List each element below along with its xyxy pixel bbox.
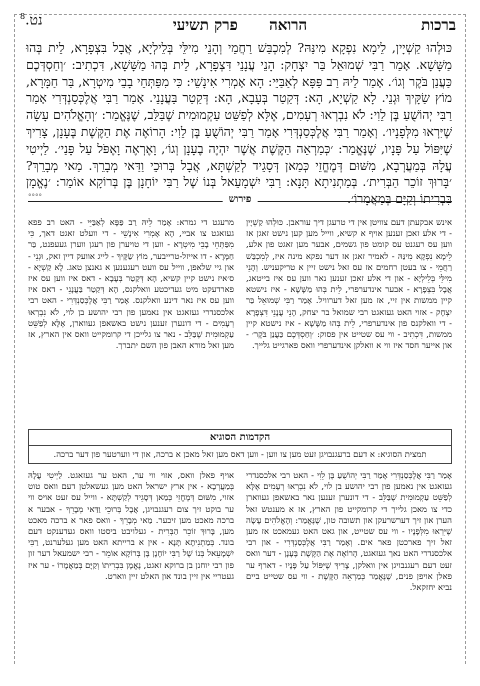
commentary-columns xyxy=(14,468,466,686)
pirush-column-left: מרעגט די גמרא: אָמַר לֵיהּ רַב פַּפָּא לְאַבַּיֵּי - האט רב פפא געזאגט צו אביי, הָא אָמְרִי אִינָשֵׁי - די וועלט זאגט דאך, כִּי מִפַּתְּחֵי בָבֵי מִיטְרָא - ווען די טויערן פון רעגן ווערן געעפנט, בַּר חַמָּרָא - דו אייזל-טרייבער, מוֹץ שַׂקָּיךְ - לייג אוועק דיין זאק, וּגְנֵי - און גיי שלאפן, ווייל עס וועט רעגענען א גאנצן טאג. לָא קַשְׁיָא - ס׳איז נישט קיין קשיא, הָא דְּקַטַר בְּעָבָא - דאס איז ווען עס איז פארדעקט מיט געדיכטע וואלקנס, הָא דְּקַטַר בַּעֲנָנֵי - דאס איז ווען עס איז נאר דינע וואלקנס. אָמַר רַבִּי אֲלֶכְּסַנְדְּרִי - האט רבי אלכסנדרי געזאגט אין נאמען פון רבי יהושע בן לוי, לֹא נִבְרְאוּ רְעָמִים - די דונערן זענען נישט באשאפן געווארן, אֶלָּא לְפַשֵּׁט עַקְמוּמִית שֶׁבַּלֵּב - נאר צו גלייכן די קרומקייט וואס אין הארץ, אז מען זאל מורא האבן פון השם יתברך. xyxy=(28,217,234,351)
gemara-text: כּוּלְהוּ קַשְׁיָין, לֵימָא נִפְקָא מִינַּהּ? לְמִכְבַּשׁ רַחֲמֵי וְהָנֵי מִילֵּי בְּלֵילְיָא, אֲבָל בִּצְפָרָא, לֵית בְּהוּ מַשָּׁשָׁא. אָמַר רַבִּי שְׁמוּאֵל בַּר יִצְחָק: הָנֵי עֲנָנֵי דִּצְפָרָא, לֵית בְּהוּ מַשָּׁשָׁא, דִּכְתִיב: ׳וְחַסְדְּכֶם כַּעֲנַן בֹּקֶר וְגוֹ׳. אָמַר לֵיהּ רַב פַּפָּא לְאַבַּיֵּי: הָא אָמְרִי אִינָשֵׁי: כִּי מִפַּתְּחֵי בָבֵי מִיטְרָא, בַּר חַמָּרָא, מוֹץ שַׂקָּיךְ וּגְנֵי. לָא קַשְׁיָא, הָא: דְּקַטַר בְּעָבָא, הָא: דְּקַטַר בַּעֲנָנֵי. אָמַר רַבִּי אֲלֶכְּסַנְדְּרִי אָמַר רַבִּי יְהוֹשֻׁעַ בֶּן לֵוִי: לֹא נִבְרְאוּ רְעָמִים, אֶלָּא לְפַשֵּׁט עַקְמוּמִית שֶׁבַּלֵּב, שֶׁנֶּאֱמַר: ׳וְהָאֱלֹהִים עָשָׂה שֶׁיִּרְאוּ מִלְּפָנָיו׳. וְאָמַר רַבִּי אֲלֶכְּסַנְדְּרִי אָמַר רַבִּי יְהוֹשֻׁעַ בֶּן לֵוִי: הָרוֹאֶה אֶת הַקֶּשֶׁת בֶּעָנָן, צָרִיךְ שֶׁיִּפּוֹל עַל פָּנָיו, שֶׁנֶּאֱמַר: ׳כְּמַרְאֵה הַקֶּשֶׁת אֲשֶׁר יִהְיֶה בֶעָנָן וְגוֹ׳, וָאֶרְאֶה וָאֶפֹּל עַל פָּנַי׳. לַיְיטִי עֲלָהּ בְּמַעֲרְבָא, מִשּׁוּם דְּמֶחֱזֵי כְּמַאן דְּסָגֵיד לְקַשְׁתָּא, אֲבָל בְּרוּכֵי וַדַּאי מְבָרֵךְ. מַאי מְבָרֵךְ? ׳בָּרוּךְ זוֹכֵר הַבְּרִית׳. בְּמַתְנִיתָא תָּנָא: רַבִּי יִשְׁמָעֵאל בְּנוֹ שֶׁל רַבִּי יוֹחָנָן בֶּן בְּרוֹקָא אוֹמֵר: ׳נֶאֱמָן בִּבְרִיתוֹ וְקַיָּם בְּמַאֲמָרוֹ׳. xyxy=(26,40,452,207)
commentary-column-right: אָמַר רַבִּי אֲלֶכְּסַנְדְּרִי אָמַר רַבִּי יְהוֹשֻׁעַ בֶּן לֵוִי - האט רבי אלכסנדרי געזאגט אין נאמען פון רבי יהושע בן לוי, לֹא נִבְרְאוּ רְעָמִים אֶלָּא לְפַשֵּׁט עַקְמוּמִית שֶׁבַּלֵּב - די דונערן זענען נאר באשאפן געווארן כדי צו מאכן גלייך די קרומקייט פון הארץ, אז א מענטש זאל הערן און זיך דערשרעקן און תשובה טון, שֶׁנֶּאֱמַר: וְהָאֱלֹהִים עָשָׂה שֶׁיִּרְאוּ מִלְּפָנָיו - ווי עס שטייט, און גאט האט געמאכט אז מען זאל זיך פארכטן פאר אים. וְאָמַר רַבִּי אֲלֶכְּסַנְדְּרִי - און רבי אלכסנדרי האט נאך געזאגט, הָרוֹאֶה אֶת הַקֶּשֶׁת בֶּעָנָן - דער וואס זעט דעם רעגנבויגן אין וואלקן, צָרִיךְ שֶׁיִּפּוֹל עַל פָּנָיו - דארף ער פאלן אויפן פנים, שֶׁנֶּאֱמַר כְּמַרְאֵה הַקֶּשֶׁת - ווי עס שטייט ביים נביא יחזקאל. xyxy=(246,470,452,593)
pirush-divider xyxy=(28,194,452,215)
page-header xyxy=(14,6,466,42)
chapter-title: הרואה פרק תשיעי xyxy=(172,16,308,34)
book-title: ברכות xyxy=(421,16,456,34)
folio-number: נט.$^8$ xyxy=(20,12,43,29)
hakdamot-body: תמצית הסוגיא: א דעם ברעגנבויגן זעט מען צו ווען - ווען דאס מען זאל מאכן א ברכה, און די ווערטער פון דער ברכה. xyxy=(53,449,427,459)
pirush-title: פירוש xyxy=(223,194,258,205)
commentary-column-left: אויף פאלן וואס, אזוי ווי ער, האט ער געזאגט. לַיְיטִי עֲלָהּ בְּמַעֲרְבָא - אין ארץ ישראל האט מען געשאלטן דעם וואס טוט אזוי, מִשּׁוּם דְּמֶחֱזֵי כְּמַאן דְּסָגֵיד לְקַשְׁתָּא - ווייל עס זעט אויס ווי ער בוקט זיך צום רעגנבויגן, אֲבָל בְּרוּכֵי וַדַּאי מְבָרֵךְ - אבער א ברכה מאכט מען זיכער. מַאי מְבָרֵךְ - וואס פאר א ברכה מאכט מען, בָּרוּךְ זוֹכֵר הַבְּרִית - געלויבט ביסטו וואס געדענקט דעם בונד. בְּמַתְנִיתָא תָּנָא - אין א ברייתא האט מען געלערנט, רַבִּי יִשְׁמָעֵאל בְּנוֹ שֶׁל רַבִּי יוֹחָנָן בֶּן בְּרוֹקָא אוֹמֵר - רבי ישמעאל דער זון פון רבי יוחנן בן ברוקא זאגט, נֶאֱמָן בִּבְרִיתוֹ וְקַיָּם בְּמַאֲמָרוֹ - ער איז געטריי אין זיין בונד און האלט זיין ווארט. xyxy=(28,470,234,581)
section-marker: °°°° xyxy=(28,193,42,201)
pirush-columns xyxy=(14,215,466,423)
hakdamot-title: הקדמות הסוגיא xyxy=(29,430,451,446)
hakdamot-box xyxy=(28,429,452,464)
pirush-column-right: אינש אבקעתן דעם צוויטן אין די טרעגן דיך עוראבן. כּוּלְהוּ קַשְׁיָין - די אלע זאכן זענען אויף א קשיא, ווייל מען קען נישט זאגן אז ווען עס רעגנט עס קומט פון גשמים, אבער מען זאגט פון אלע, לֵימָא נִפְקָא מִינַּהּ - לאמיר זאגן אז דער נפקא מינה איז, לְמִכְבַּשׁ רַחֲמֵי - צו בעטן רחמים אז עס זאל נישט זיין א טריקעניש. וְהָנֵי מִילֵּי בְּלֵילְיָא - און די אלע זאכן זענען נאר ווען עס איז בייטאג, אֲבָל בִּצְפָרָא - אבער אינדערפרי, לֵית בְּהוּ מַשָּׁשָׁא - איז נישטא קיין ממשות אין זיי, אז מען זאל דערוויל. אָמַר רַבִּי שְׁמוּאֵל בַּר יִצְחָק - אזוי האט געזאגט רבי שמואל בר יצחק, הָנֵי עֲנָנֵי דִּצְפָרָא - די וואלקנס פון אינדערפרי, לֵית בְּהוּ מַשָּׁשָׁא - איז נישטא קיין ממשות, דִּכְתִיב - ווי עס שטייט אין פסוק: ׳וְחַסְדְּכֶם כַּעֲנַן בֹּקֶר׳ - און אייער חסד איז ווי א וואלקן אינדערפרי וואס פארגייט גלייך. xyxy=(246,217,452,351)
